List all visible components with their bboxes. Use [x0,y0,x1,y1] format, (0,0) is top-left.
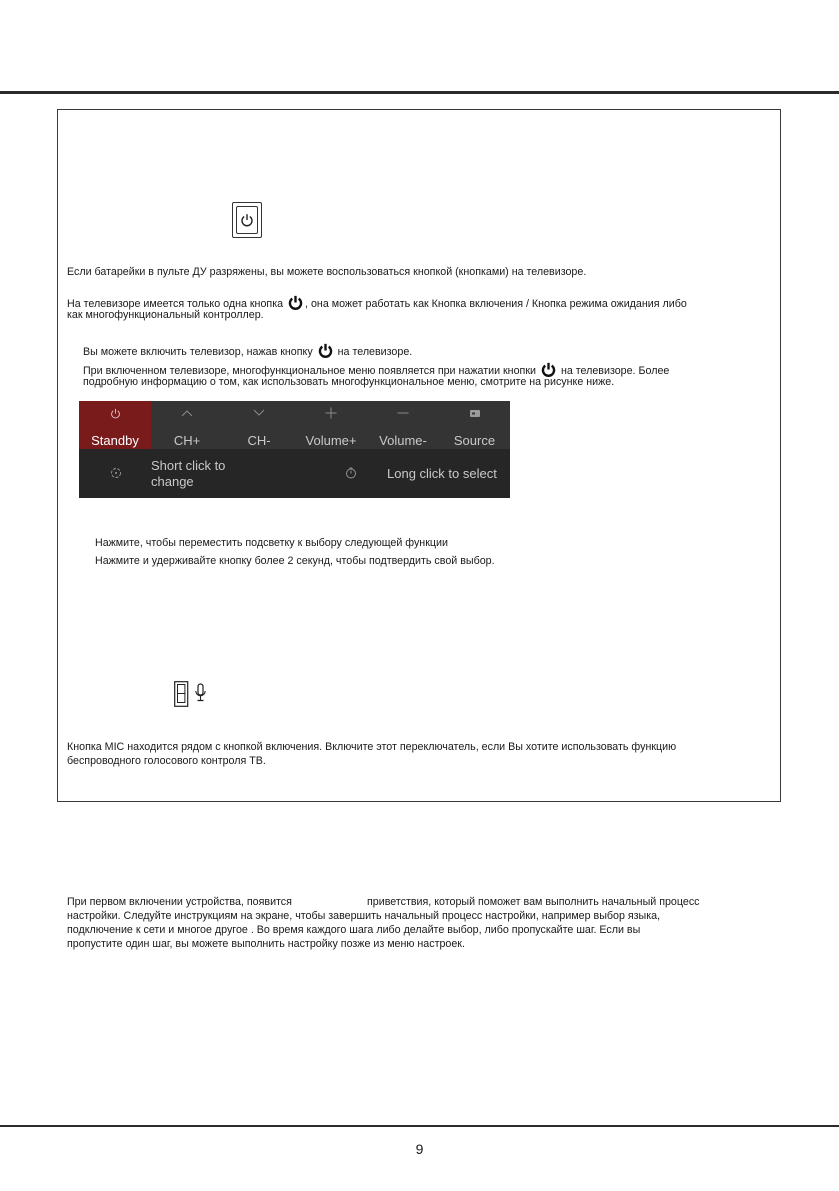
tv-menu-label: CH- [247,433,271,448]
menu-line-2: подробную информацию о том, как использовать многофункциональное меню, смотрите на рисунке ниже. [83,376,615,388]
tv-menu-label: Volume- [379,433,427,448]
tv-menu-label: CH+ [173,433,201,448]
tv-menu-label: Source [453,433,496,448]
tv-menu-item-volume-minus [367,401,439,449]
tv-multifunction-menu [79,401,510,498]
power-icon [110,408,121,419]
one-button-text-a: На телевизоре имеется только одна кнопка [67,298,284,310]
short-click-text-2: change [151,474,194,489]
mic-switch-icon [174,681,210,707]
tv-menu-bar [79,401,510,449]
short-click-text-1: Short click to [151,458,226,473]
one-button-line-2: как многофункциональный контроллер. [67,309,264,321]
long-click-icon [345,467,357,479]
one-button-text-b: , она может работать как Кнопка включения / Кнопка режима ожидания либо [305,298,687,310]
short-click-icon [110,467,122,479]
tv-menu-item-standby [79,401,151,449]
plus-icon [325,407,337,419]
top-rule [0,91,839,94]
power-icon [240,213,254,227]
page-number: 9 [415,1141,424,1157]
tv-menu-item-ch-minus [223,401,295,449]
bottom-rule [0,1125,839,1127]
first-start-line-1b: приветствия, который поможет вам выполнить начальный процесс [367,896,700,908]
tv-menu-item-ch-plus [151,401,223,449]
turn-on-text-a: Вы можете включить телевизор, нажав кнопку [83,346,313,358]
first-start-line-4: пропустите один шаг, вы можете выполнить настройку позже из меню настроек. [67,938,465,950]
first-start-line-1a: При первом включении устройства, появится [67,896,292,908]
menu-text-a: При включенном телевизоре, многофункциональное меню появляется при нажатии кнопки [83,365,536,377]
press-hold-text: Нажмите и удерживайте кнопку более 2 секунд, чтобы подтвердить свой выбор. [95,555,495,567]
first-start-line-2: настройки. Следуйте инструкциям на экране, чтобы завершить начальный процесс настройки, например выбор языка, [67,910,661,922]
source-icon [470,410,480,417]
tv-menu-hint-bar [79,449,510,498]
chevron-down-icon [253,409,265,417]
power-icon [541,362,556,377]
minus-icon [397,407,409,419]
mic-line-1: Кнопка MIC находится рядом с кнопкой включения. Включите этот переключатель, если Вы хотите использовать функцию [67,741,677,753]
power-button-image [232,202,262,238]
tv-menu-item-source [439,401,510,449]
turn-on-paragraph [83,343,412,359]
power-icon [288,295,303,310]
mic-line-2: беспроводного голосового контроля ТВ. [67,755,266,767]
tv-menu-item-volume-plus [295,401,367,449]
tv-menu-label: Volume+ [305,433,357,448]
chevron-up-icon [181,409,193,417]
mic-switch-image [174,681,210,712]
first-start-line-3: подключение к сети и многое другое . Во время каждого шага либо делайте выбор, либо пропускайте шаг. Если вы [67,924,641,936]
batteries-paragraph: Если батарейки в пульте ДУ разряжены, вы можете воспользоваться кнопкой (кнопками) на телевизоре. [67,266,587,278]
press-move-text: Нажмите, чтобы переместить подсветку к выбору следующей функции [95,537,448,549]
long-click-text: Long click to select [387,466,497,481]
tv-menu-label: Standby [91,433,139,448]
menu-text-b: на телевизоре. Более [560,365,670,377]
turn-on-text-b: на телевизоре. [337,346,413,358]
power-icon [318,343,333,358]
